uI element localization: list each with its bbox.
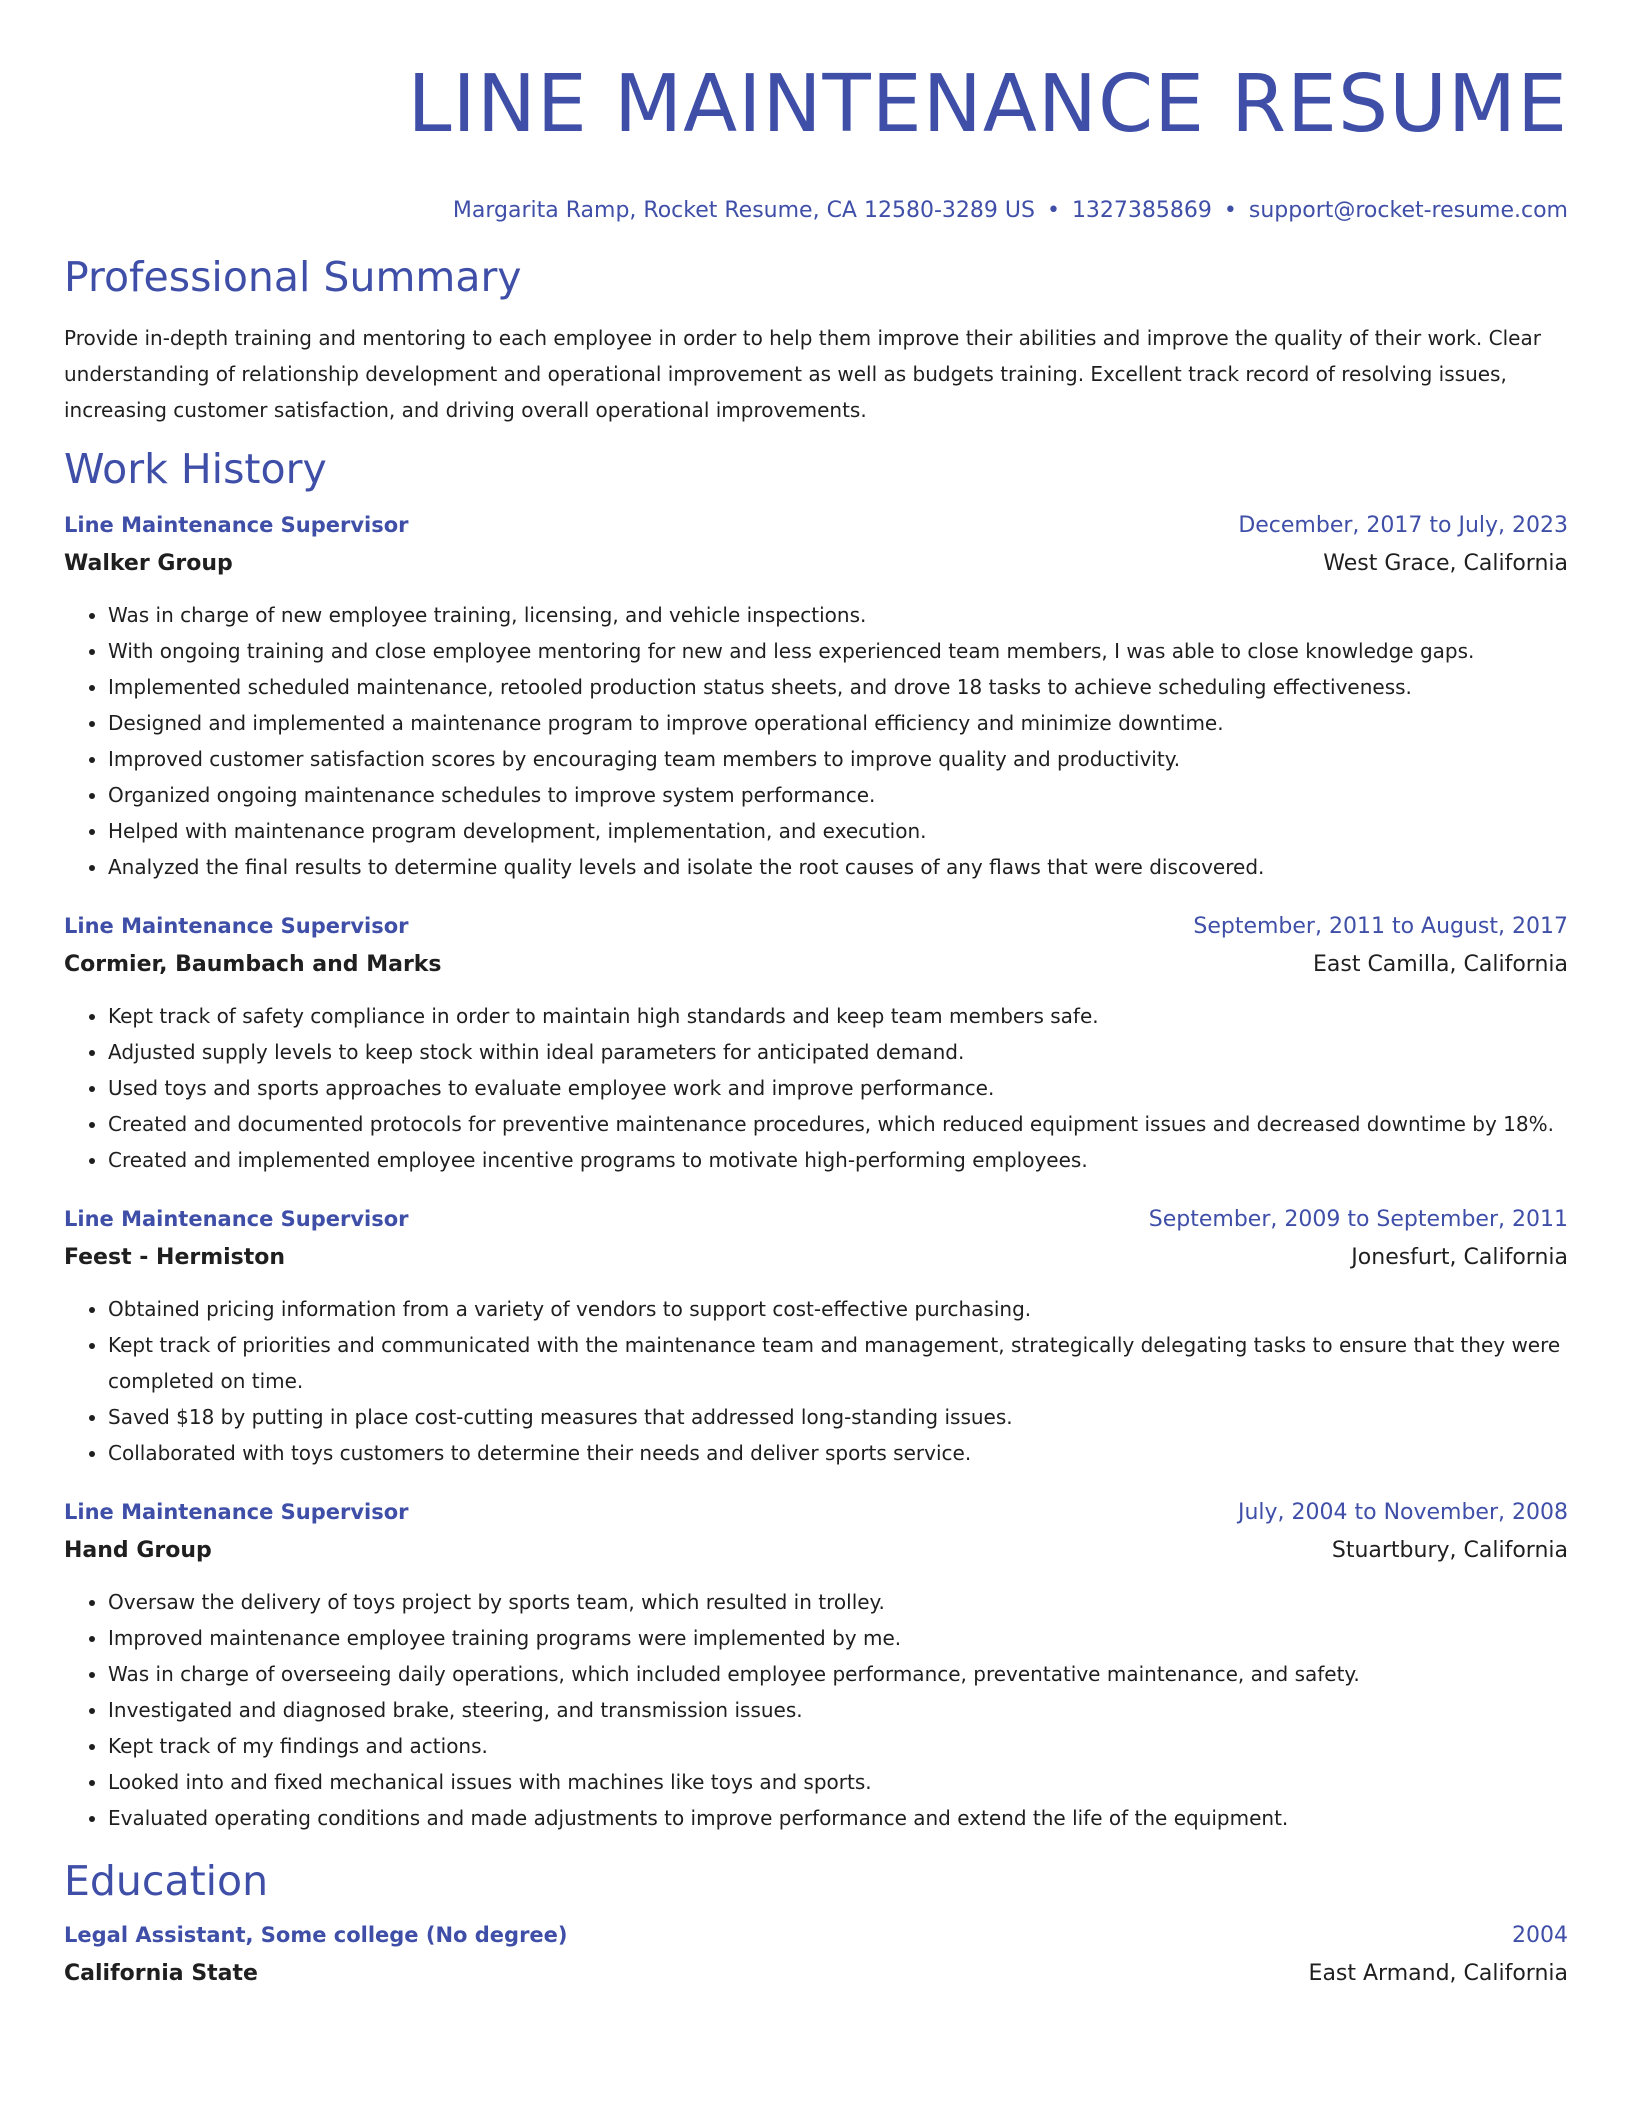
job-bullet: • With ongoing training and close employee mentoring for new and less experienced team members, I was able to close knowledge gaps. (108, 633, 1568, 669)
job-title: Line Maintenance Supervisor (64, 513, 409, 537)
contact-separator: • (1046, 198, 1060, 223)
education-year: 2004 (1512, 1923, 1568, 1948)
job-bullet: • Improved maintenance employee training programs were implemented by me. (108, 1620, 1568, 1656)
job-location: Stuartbury, California (1331, 1538, 1568, 1563)
job-bullet: • Kept track of my findings and actions. (108, 1728, 1568, 1764)
job-header-row (64, 506, 1568, 545)
job-header-row (64, 1493, 1568, 1532)
job-bullet: • Investigated and diagnosed brake, steering, and transmission issues. (108, 1692, 1568, 1728)
education-section (64, 1856, 1568, 1993)
job-bullet: • Evaluated operating conditions and made adjustments to improve performance and extend the life of the equipment. (108, 1800, 1568, 1836)
job-entry (64, 1200, 1568, 1471)
job-bullet: • Oversaw the delivery of toys project by sports team, which resulted in trolley. (108, 1584, 1568, 1620)
company-name: Walker Group (64, 551, 233, 576)
school-location: East Armand, California (1308, 1961, 1568, 1986)
job-dates: December, 2017 to July, 2023 (1238, 513, 1568, 538)
job-location: East Camilla, California (1312, 952, 1568, 977)
company-name: Feest - Hermiston (64, 1245, 286, 1270)
section-heading-summary: Professional Summary (64, 253, 522, 301)
job-location: Jonesfurt, California (1351, 1245, 1568, 1270)
job-bullet: • Created and implemented employee incentive programs to motivate high-performing employees. (108, 1142, 1568, 1178)
job-bullet: • Adjusted supply levels to keep stock within ideal parameters for anticipated demand. (108, 1034, 1568, 1070)
contact-phone: 1327385869 (1071, 198, 1212, 223)
job-bullet-list (64, 1291, 1568, 1471)
job-bullet: • Looked into and fixed mechanical issues with machines like toys and sports. (108, 1764, 1568, 1800)
resume-title: LINE MAINTENANCE RESUME (407, 58, 1568, 150)
education-header-row (64, 1916, 1568, 1955)
job-bullet: • Designed and implemented a maintenance program to improve operational efficiency and minimize downtime. (108, 705, 1568, 741)
education-school-row (64, 1955, 1568, 1993)
job-company-row (64, 545, 1568, 583)
job-bullet-list (64, 998, 1568, 1178)
job-bullet: • Obtained pricing information from a variety of vendors to support cost-effective purchasing. (108, 1291, 1568, 1327)
company-name: Hand Group (64, 1538, 212, 1563)
job-location: West Grace, California (1323, 551, 1568, 576)
job-bullet: • Improved customer satisfaction scores by encouraging team members to improve quality and productivity. (108, 741, 1568, 777)
job-bullet: • Was in charge of new employee training, licensing, and vehicle inspections. (108, 597, 1568, 633)
job-bullet: • Was in charge of overseeing daily operations, which included employee performance, preventative maintenance, and safety. (108, 1656, 1568, 1692)
job-dates: September, 2009 to September, 2011 (1148, 1207, 1568, 1232)
job-dates: September, 2011 to August, 2017 (1193, 914, 1568, 939)
job-header-row (64, 907, 1568, 946)
job-header-row (64, 1200, 1568, 1239)
contact-separator: • (1223, 198, 1237, 223)
summary-text: Provide in-depth training and mentoring to each employee in order to help them improve their abilities and improve the quality of their work. Clear understanding of relationship development and operational improvement as well as budgets training. Excellent track record of resolving issues, increasing customer satisfaction, and driving overall operational improvements. (64, 326, 1541, 422)
education-degree: Legal Assistant, Some college (No degree) (64, 1923, 568, 1947)
job-bullet: • Kept track of priorities and communicated with the maintenance team and management, strategically delegating tasks to ensure that they were completed on time. (108, 1327, 1568, 1399)
job-entry (64, 506, 1568, 885)
job-dates: July, 2004 to November, 2008 (1237, 1500, 1568, 1525)
company-name: Cormier, Baumbach and Marks (64, 952, 442, 977)
contact-line (64, 196, 1568, 226)
contact-email: support@rocket-resume.com (1248, 198, 1568, 223)
job-bullet-list (64, 597, 1568, 885)
job-title: Line Maintenance Supervisor (64, 1207, 409, 1231)
job-bullet: • Saved $18 by putting in place cost-cutting measures that addressed long-standing issues. (108, 1399, 1568, 1435)
job-bullet: • Kept track of safety compliance in order to maintain high standards and keep team members safe. (108, 998, 1568, 1034)
job-title: Line Maintenance Supervisor (64, 1500, 409, 1524)
work-history-section (64, 444, 1568, 1836)
professional-summary-section (64, 252, 1568, 428)
job-bullet: • Used toys and sports approaches to evaluate employee work and improve performance. (108, 1070, 1568, 1106)
job-entry (64, 1493, 1568, 1836)
job-company-row (64, 946, 1568, 984)
job-title: Line Maintenance Supervisor (64, 914, 409, 938)
job-bullet-list (64, 1584, 1568, 1836)
job-bullet: • Implemented scheduled maintenance, retooled production status sheets, and drove 18 tasks to achieve scheduling effectiveness. (108, 669, 1568, 705)
job-bullet: • Analyzed the final results to determine quality levels and isolate the root causes of any flaws that were discovered. (108, 849, 1568, 885)
job-company-row (64, 1532, 1568, 1570)
job-bullet: • Collaborated with toys customers to determine their needs and deliver sports service. (108, 1435, 1568, 1471)
job-bullet: • Helped with maintenance program development, implementation, and execution. (108, 813, 1568, 849)
section-heading-education: Education (64, 1857, 269, 1905)
section-heading-work-history: Work History (64, 445, 327, 493)
job-company-row (64, 1239, 1568, 1277)
school-name: California State (64, 1961, 258, 1986)
job-bullet: • Organized ongoing maintenance schedules to improve system performance. (108, 777, 1568, 813)
job-entry (64, 907, 1568, 1178)
contact-address: Margarita Ramp, Rocket Resume, CA 12580-3289 US (452, 198, 1035, 223)
job-bullet: • Created and documented protocols for preventive maintenance procedures, which reduced equipment issues and decreased downtime by 18%. (108, 1106, 1568, 1142)
